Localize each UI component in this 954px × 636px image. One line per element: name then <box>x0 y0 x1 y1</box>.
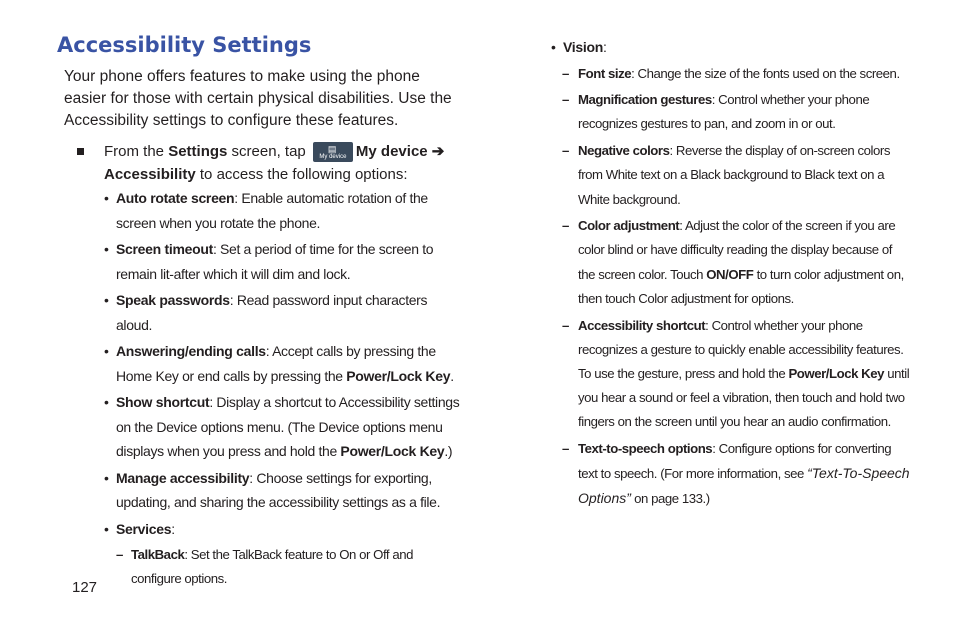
option-name: Auto rotate screen <box>116 190 235 206</box>
option-item <box>104 466 466 515</box>
option-name: Font size <box>578 65 632 81</box>
key-name: ON/OFF <box>706 266 754 282</box>
option-item <box>104 186 466 235</box>
option-item <box>104 237 466 286</box>
option-desc: : Control whether your phone recognizes a gesture to quickly enable accessibility features. To use the gesture, press and hold the <box>578 317 904 381</box>
option-name: Show shortcut <box>116 394 210 410</box>
option-desc: : Change the size of the fonts used on the screen. <box>631 65 900 81</box>
option-name: TalkBack <box>131 547 185 562</box>
right-options-list <box>551 35 911 514</box>
option-desc-end: until you hear a sound or feel a vibration, then touch and hold two fingers on the screen until you hear an audio confirmation. <box>578 365 910 430</box>
key-name: Power/Lock Key <box>340 443 445 459</box>
dash-icon: – <box>562 317 569 333</box>
option-name: Speak passwords <box>116 292 230 308</box>
vision-option-item <box>551 88 911 136</box>
my-device-path: My device ➔ Accessibility <box>104 143 445 183</box>
bullet-icon: • <box>104 190 109 206</box>
dash-icon: – <box>562 441 569 457</box>
vision-option-item <box>551 214 911 311</box>
vision-option-item <box>551 139 911 212</box>
vision-option-item <box>551 314 911 435</box>
vision-item: • Vision: <box>551 35 911 60</box>
settings-label: Settings <box>168 143 228 160</box>
vision-sub-list <box>551 62 911 512</box>
vision-option-item <box>551 62 911 86</box>
option-desc: : Accept calls by pressing the Home Key or end calls by pressing the <box>116 343 436 384</box>
option-desc: : <box>171 520 175 537</box>
vision-option-item <box>551 437 911 512</box>
bullet-icon: • <box>551 39 556 55</box>
option-item <box>104 288 466 337</box>
my-device-icon: ▤ My device <box>313 142 353 162</box>
option-name: Manage accessibility <box>116 469 250 486</box>
dash-icon: – <box>116 547 123 562</box>
dash-icon: – <box>562 218 569 234</box>
option-desc-end: on page 133.) <box>630 491 710 507</box>
main-instruction-text: From the Settings screen, tap ▤ My device My device ➔ Accessibility to access the following options: <box>104 143 445 183</box>
vision-label: Vision <box>563 39 603 55</box>
option-desc-end: . <box>450 367 454 384</box>
bullet-icon: • <box>104 292 109 308</box>
option-name: Negative colors <box>578 143 670 159</box>
option-name: Text-to-speech options <box>578 441 713 457</box>
bullet-icon: • <box>104 469 109 486</box>
option-name: Color adjustment <box>578 218 680 234</box>
left-options-list <box>104 186 466 594</box>
intro-paragraph: Your phone offers features to make using the phone easier for those with certain physical disabilities. Use the Accessibility settings to configure these features. <box>64 68 452 129</box>
bullet-icon: • <box>104 241 109 257</box>
option-desc: : Control whether your phone recognizes gestures to pan, and zoom in or out. <box>578 92 870 132</box>
dash-icon: – <box>562 65 569 81</box>
option-desc: : Choose settings for exporting, updating, and sharing the accessibility settings as a file. <box>116 469 441 510</box>
option-desc-end: .) <box>444 443 453 459</box>
option-desc: : Adjust the color of the screen if you are color blind or have difficulty reading the display because of the screen color. Touch <box>578 218 896 282</box>
option-name: Magnification gestures <box>578 92 712 108</box>
bullet-icon: • <box>104 343 109 359</box>
key-name: Power/Lock Key <box>788 365 885 381</box>
page-title: Accessibility Settings <box>57 33 312 57</box>
option-desc: : Set a period of time for the screen to remain lit-after which it will dim and lock. <box>116 241 434 282</box>
bullet-icon: • <box>104 394 109 410</box>
option-item <box>104 390 466 464</box>
dash-icon: – <box>562 92 569 108</box>
option-desc: : Reverse the display of on-screen colors from White text on a Black background to Black text on a White background. <box>578 143 890 207</box>
option-item <box>104 517 466 542</box>
bullet-icon: • <box>104 520 109 537</box>
talkback-item <box>104 543 466 591</box>
option-name: Accessibility shortcut <box>578 317 706 333</box>
key-name: Power/Lock Key <box>346 367 451 384</box>
option-desc: : Set the TalkBack feature to On or Off and configure options. <box>131 547 414 587</box>
dash-icon: – <box>562 143 569 159</box>
option-desc: : Configure options for converting text to speech. (For more information, see <box>578 441 892 482</box>
option-desc: : Read password input characters aloud. <box>116 292 428 333</box>
option-desc: : Display a shortcut to Accessibility settings on the Device options menu. (The Device options menu displays when you press and hold the <box>116 394 460 459</box>
square-bullet-icon <box>77 148 84 155</box>
option-desc: : Enable automatic rotation of the screen when you rotate the phone. <box>116 190 428 231</box>
page-number: 127 <box>72 579 98 596</box>
option-desc-end: to turn color adjustment on, then touch Color adjustment for options. <box>578 266 904 306</box>
cross-reference: “Text-To-Speech Options” <box>578 465 910 507</box>
option-name: Answering/ending calls <box>116 343 266 359</box>
option-name: Screen timeout <box>116 241 213 257</box>
option-name: Services <box>116 520 172 537</box>
option-item <box>104 339 466 388</box>
